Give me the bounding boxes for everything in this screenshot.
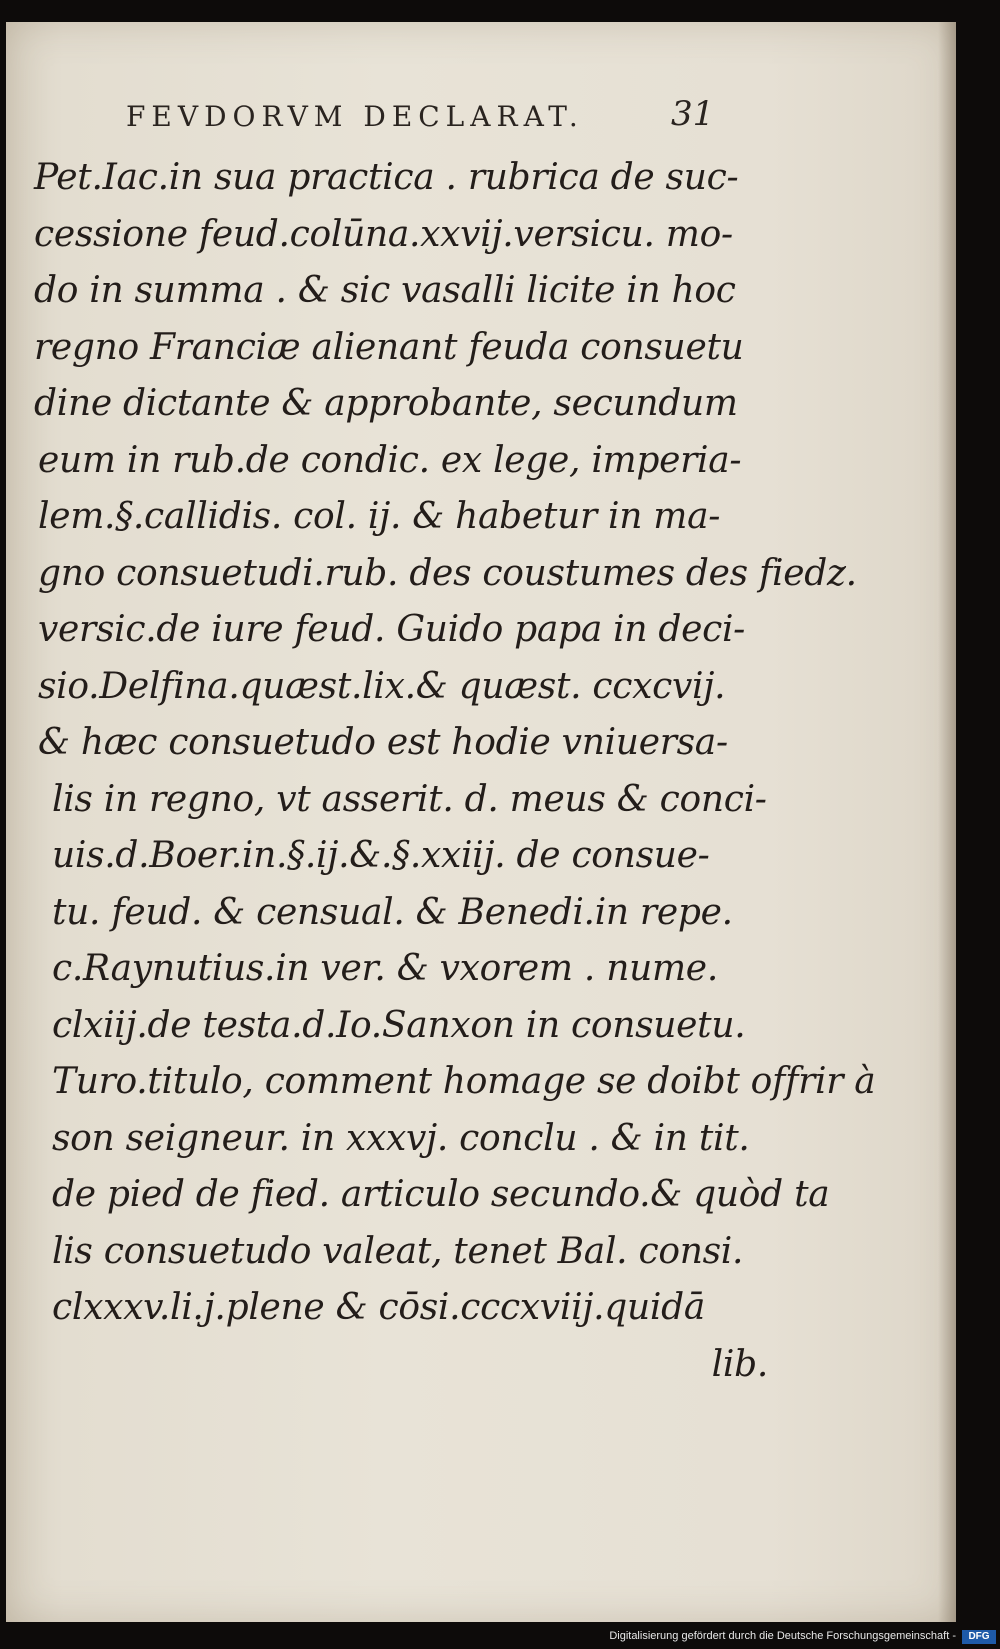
text-line: lis in regno, vt asserit. d. meus & conci- (52, 778, 767, 820)
catchword: lib. (711, 1343, 768, 1385)
funding-credit: Digitalisierung gefördert durch die Deutsche Forschungsgemeinschaft - (609, 1630, 956, 1642)
text-line: Turo.titulo, comment homage se doibt offrir à (52, 1061, 876, 1102)
digitization-footer (0, 1627, 1000, 1649)
text-line: dine dictante & approbante, secundum (34, 383, 738, 424)
dfg-logo: DFG (962, 1630, 996, 1644)
running-head: FEVDORVM DECLARAT. (126, 100, 584, 133)
text-line: c.Raynutius.in ver. & vxorem . nume. (52, 948, 718, 989)
text-line: uis.d.Boer.in.§.ij.&.§.xxiij. de consue- (52, 835, 710, 876)
text-line: lem.§.callidis. col. ij. & habetur in ma- (38, 496, 721, 537)
text-line: cessione feud.colūna.xxvij.versicu. mo- (34, 213, 733, 255)
text-line: clxxxv.li.j.plene & cōsi.cccxviij.quidā (52, 1287, 706, 1328)
text-line: de pied de fied. articulo secundo.& quòd ta (52, 1174, 830, 1215)
text-line: sio.Delfina.quæst.lix.& quæst. ccxcvij. (38, 665, 726, 707)
page-header (126, 94, 746, 150)
text-line: clxiij.de testa.d.Io.Sanxon in consuetu. (52, 1004, 746, 1046)
page-edge-shadow (938, 22, 956, 1622)
text-line: eum in rub.de condic. ex lege, imperia- (38, 439, 742, 481)
text-line: Pet.Iac.in sua practica . rubrica de suc- (34, 157, 739, 198)
text-line: gno consuetudi.rub. des coustumes des fiedz. (38, 552, 857, 594)
page-number: 31 (671, 94, 715, 134)
text-line: tu. feud. & censual. & Benedi.in repe. (52, 891, 733, 933)
text-line: & hæc consuetudo est hodie vniuersa- (38, 722, 728, 763)
body-text (34, 150, 876, 1393)
text-line: lis consuetudo valeat, tenet Bal. consi. (52, 1230, 744, 1272)
book-page (6, 22, 956, 1622)
text-line: son seigneur. in xxxvj. conclu . & in tit. (52, 1117, 750, 1159)
text-line: versic.de iure feud. Guido papa in deci- (38, 609, 746, 650)
text-line: do in summa . & sic vasalli licite in hoc (34, 270, 736, 311)
text-line: regno Franciæ alienant feuda consuetu (34, 326, 744, 368)
